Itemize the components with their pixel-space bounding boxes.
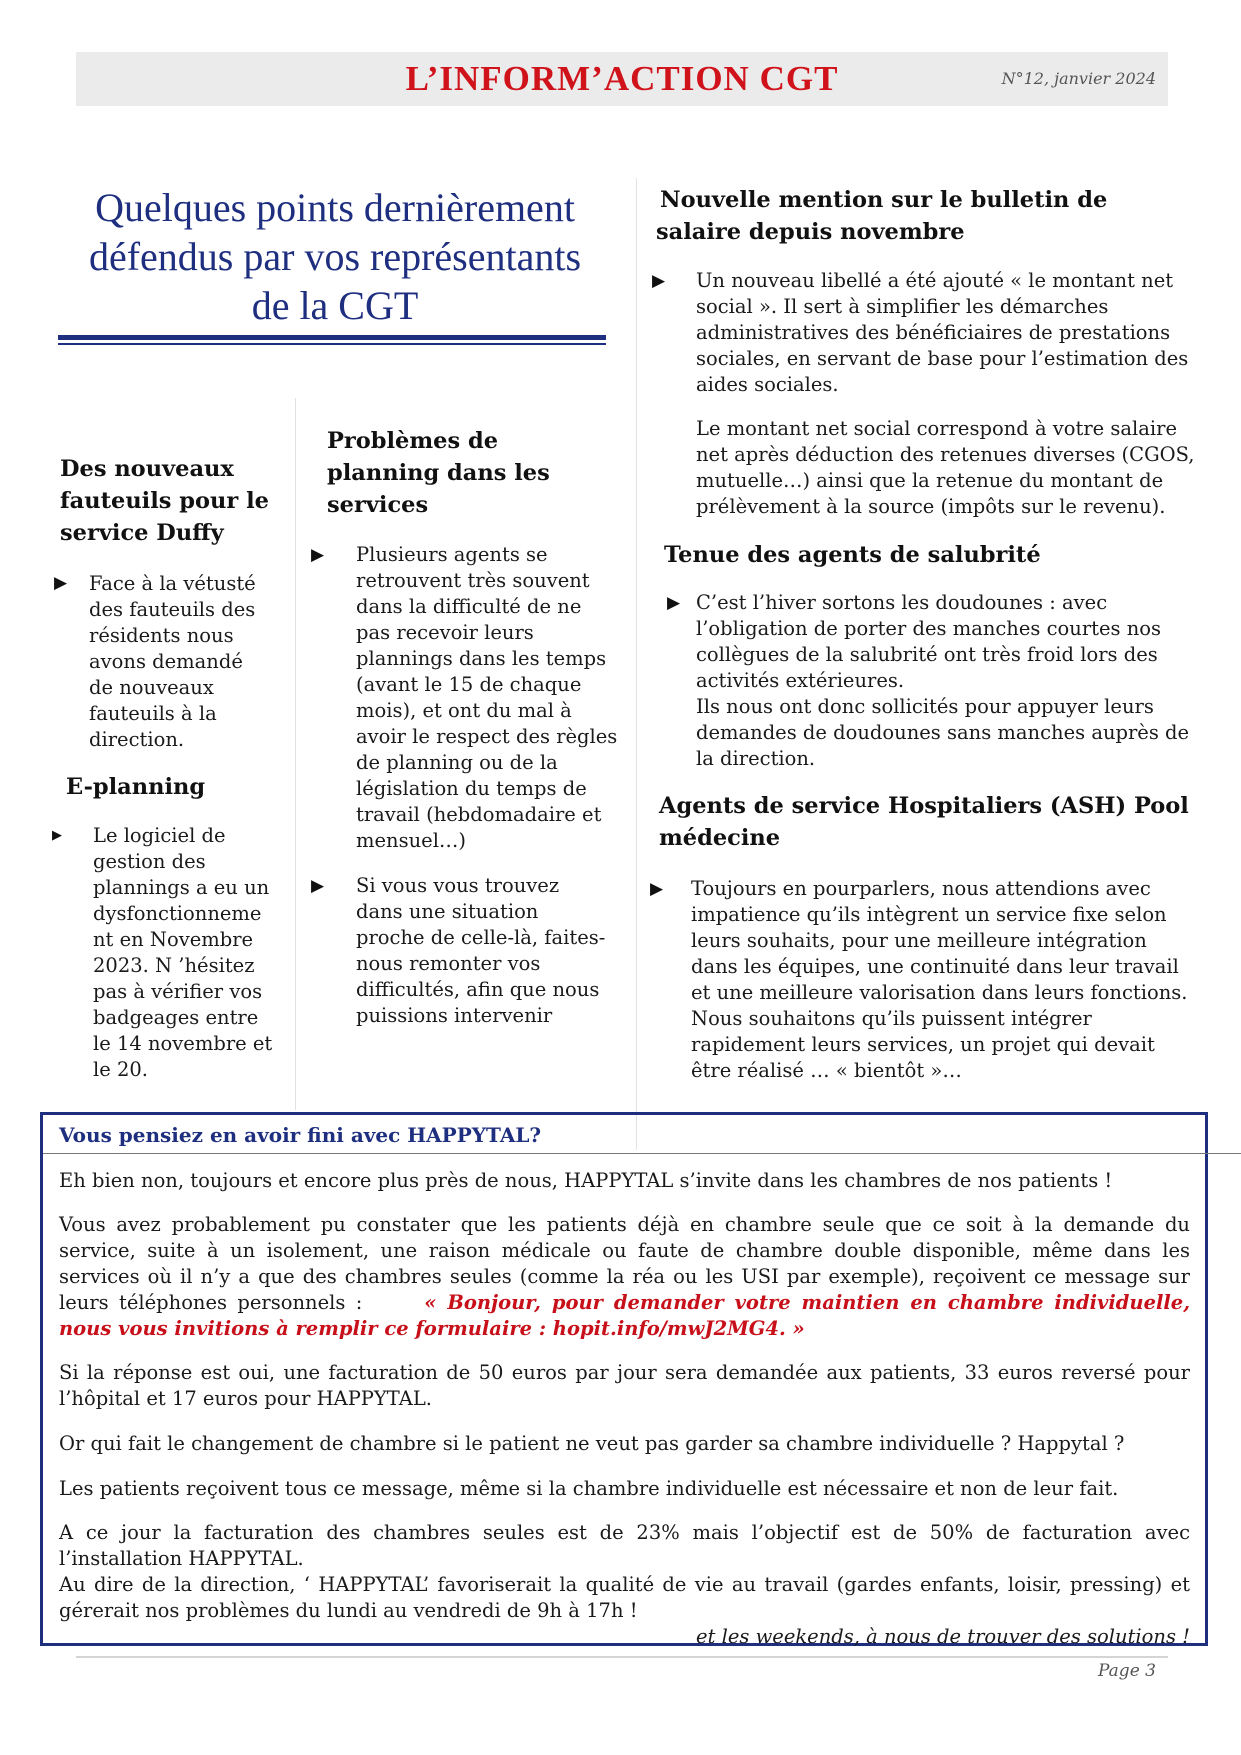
text-line: direction.	[89, 728, 185, 751]
section-heading-eplanning: E-planning	[66, 774, 206, 800]
bullet-arrow-icon: ▶	[311, 876, 325, 896]
text-line: 2023. N ’hésitez	[93, 954, 255, 977]
text-line: activités extérieures.	[696, 669, 905, 692]
bullet-arrow-icon: ▶	[650, 879, 664, 899]
closing-remark: et les weekends, à nous de trouver des solutions !	[696, 1625, 1190, 1648]
paragraph-eplanning	[93, 823, 293, 1083]
text-line: Si vous vous trouvez	[356, 874, 560, 897]
text-line: et une meilleure valorisation dans leurs fonctions.	[691, 981, 1188, 1004]
text-line: Le logiciel de	[93, 824, 226, 847]
section-heading-bulletin: Nouvelle mention sur le bulletin de salaire depuis novembre	[656, 187, 1108, 245]
bullet-arrow-icon: ▶	[52, 828, 62, 843]
paragraph-planning-1	[356, 542, 636, 854]
newsletter-title: L’INFORM’ACTION CGT	[405, 59, 839, 98]
text-line: net après déduction des retenues diverses (CGOS,	[696, 443, 1195, 466]
text-line: pas à vérifier vos	[93, 980, 263, 1003]
footer-divider	[76, 1656, 1168, 1658]
text-line: social ». Il sert à simplifier les démarches	[696, 295, 1109, 318]
happytal-paragraph: A ce jour la facturation des chambres seules est de 23% mais l’objectif est de 50% de facturation avec l’installation HAPPYTAL. Au dire de la direction, ‘ HAPPYTAL’ favoriserait la qualité de vie au travail (gardes enfants, loisir, pressing) et gérerait nos problèmes du lundi au vendredi de 9h à 17h !	[59, 1521, 1190, 1622]
text-line: Ils nous ont donc sollicités pour appuyer leurs	[696, 695, 1154, 718]
text-line: de nouveaux	[89, 676, 214, 699]
text-line: nt en Novembre	[93, 928, 254, 951]
section-heading-ash: Agents de service Hospitaliers (ASH) Pool médecine	[659, 793, 1189, 851]
text-line: dans les équipes, une continuité dans leur travail	[691, 955, 1179, 978]
sms-quote: « Bonjour, pour demander votre maintien en chambre individuelle, nous vous invitions à remplir ce formulaire : hopit.info/mwJ2MG4. »	[59, 1291, 1190, 1340]
text-line: Un nouveau libellé a été ajouté « le montant net	[696, 269, 1174, 292]
text-line: plannings dans les temps	[356, 647, 607, 670]
text-line: administratives des bénéficiaires de prestations	[696, 321, 1171, 344]
page-title-line: défendus par vos représentants	[88, 234, 582, 279]
text-line: législation du temps de	[356, 777, 587, 800]
text-line: dans la difficulté de ne	[356, 595, 582, 618]
text-line: l’obligation de porter des manches courtes nos	[696, 617, 1162, 640]
text-line: difficultés, afin que nous	[356, 978, 600, 1001]
text-line: mois), et ont du mal à	[356, 699, 572, 722]
title-divider-thin	[58, 343, 606, 345]
text-line: aides sociales.	[696, 373, 839, 396]
section-heading-fauteuils: Des nouveaux fauteuils pour le service Duffy	[60, 456, 269, 546]
text-line: C’est l’hiver sortons les doudounes : avec	[696, 591, 1108, 614]
box-title-divider	[43, 1153, 1241, 1154]
issue-number: N°12, janvier 2024	[1001, 69, 1156, 88]
text-line: impatience qu’ils intègrent un service fixe selon	[691, 903, 1167, 926]
text-line: Toujours en pourparlers, nous attendions avec	[691, 877, 1151, 900]
text-line: Face à la vétusté	[89, 572, 256, 595]
bullet-arrow-icon: ▶	[54, 573, 68, 593]
happytal-paragraph: Or qui fait le changement de chambre si le patient ne veut pas garder sa chambre individuelle ? Happytal ?	[59, 1432, 1125, 1455]
text-line: Le montant net social correspond à votre salaire	[696, 417, 1178, 440]
title-divider	[58, 335, 606, 340]
page-title	[40, 183, 630, 330]
paragraph-net-social-1	[696, 268, 1216, 398]
masthead-bar	[76, 52, 1168, 106]
paragraph-salubrite	[696, 590, 1216, 772]
text-line: prélèvement à la source (impôts sur le revenu).	[696, 495, 1166, 518]
text-line: des fauteuils des	[89, 598, 256, 621]
paragraph-planning-2	[356, 873, 636, 1029]
bullet-arrow-icon: ▶	[652, 271, 666, 291]
page-title-line: de la CGT	[251, 283, 419, 328]
paragraph-net-social-2	[696, 416, 1216, 520]
text-line: la direction.	[696, 747, 816, 770]
text-line: gestion des	[93, 850, 206, 873]
text-line: plannings a eu un	[93, 876, 270, 899]
text-line: travail (hebdomadaire et	[356, 803, 602, 826]
text-line: mensuel…)	[356, 829, 467, 852]
column-divider	[636, 178, 637, 1150]
bullet-arrow-icon: ▶	[667, 593, 681, 613]
text-line: mutuelle…) ainsi que la retenue du montant de	[696, 469, 1164, 492]
text-line: le 20.	[93, 1058, 148, 1081]
page-title-line: Quelques points dernièrement	[95, 185, 575, 230]
text-line: (avant le 15 de chaque	[356, 673, 582, 696]
column-divider	[295, 398, 296, 1110]
text-line: avons demandé	[89, 650, 243, 673]
section-heading-salubrite: Tenue des agents de salubrité	[664, 542, 1041, 568]
text-line: leurs souhaits, pour une meilleure intégration	[691, 929, 1147, 952]
text-line: dysfonctionneme	[93, 902, 262, 925]
happytal-paragraph: Eh bien non, toujours et encore plus près de nous, HAPPYTAL s’invite dans les chambres de nos patients !	[59, 1169, 1113, 1192]
happytal-paragraph: Vous avez probablement pu constater que les patients déjà en chambre seule que ce soit à la demande du service, suite à un isolement, une raison médicale ou faute de chambre double disponible, même dans les services où il n’y a que des chambres seules (comme la réa ou les USI par exemple), reçoivent ce message sur leurs téléphones personnels : « Bonjour, pour demander votre maintien en chambre individuelle, nous vous invitions à remplir ce formulaire : hopit.info/mwJ2MG4. »	[59, 1213, 1190, 1340]
paragraph-ash	[691, 876, 1211, 1084]
text-line: demandes de doudounes sans manches auprès de	[696, 721, 1190, 744]
text-line: être réalisé … « bientôt »…	[691, 1059, 962, 1082]
text-line: proche de celle-là, faites-	[356, 926, 606, 949]
text-line: dans une situation	[356, 900, 539, 923]
paragraph-fauteuils	[89, 571, 289, 753]
text-line: puissions intervenir	[356, 1004, 553, 1027]
happytal-paragraph: Si la réponse est oui, une facturation de 50 euros par jour sera demandée aux patients, 33 euros reversé pour l’hôpital et 17 euros pour HAPPYTAL.	[59, 1361, 1190, 1410]
text-line: Nous souhaitons qu’ils puissent intégrer	[691, 1007, 1092, 1030]
text-line: sociales, en servant de base pour l’estimation des	[696, 347, 1189, 370]
text-line: de planning ou de la	[356, 751, 558, 774]
text-line: retrouvent très souvent	[356, 569, 590, 592]
happytal-box-title: Vous pensiez en avoir fini avec HAPPYTAL?	[59, 1123, 542, 1147]
text-line: résidents nous	[89, 624, 234, 647]
text-line: Plusieurs agents se	[356, 543, 548, 566]
section-heading-planning: Problèmes de planning dans les services	[327, 428, 550, 518]
bullet-arrow-icon: ▶	[311, 545, 325, 565]
page-number: Page 3	[1098, 1661, 1156, 1681]
text-line: badgeages entre	[93, 1006, 259, 1029]
text-line: pas recevoir leurs	[356, 621, 534, 644]
text-line: fauteuils à la	[89, 702, 217, 725]
text-line: le 14 novembre et	[93, 1032, 273, 1055]
text-line: rapidement leurs services, un projet qui devait	[691, 1033, 1155, 1056]
happytal-paragraph: Les patients reçoivent tous ce message, même si la chambre individuelle est nécessaire et non de leur fait.	[59, 1477, 1119, 1500]
text-line: collègues de la salubrité ont très froid lors des	[696, 643, 1158, 666]
text-line: nous remonter vos	[356, 952, 541, 975]
text-line: avoir le respect des règles	[356, 725, 618, 748]
